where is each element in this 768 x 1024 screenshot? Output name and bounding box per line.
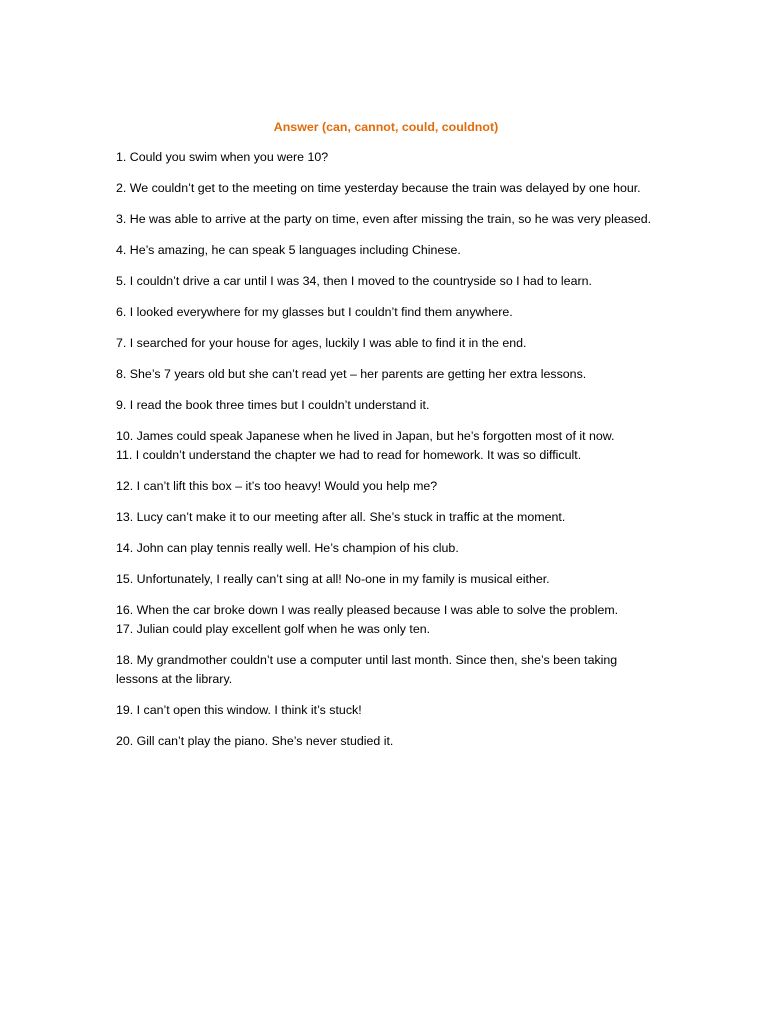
answer-item-8: 8. She’s 7 years old but she can’t read yet – her parents are getting her extra lessons.: [116, 367, 587, 381]
answer-item-19: 19. I can’t open this window. I think it’s stuck!: [116, 703, 362, 717]
answer-item-2: 2. We couldn’t get to the meeting on time yesterday because the train was delayed by one hour.: [116, 181, 641, 195]
answer-item-17: 17. Julian could play excellent golf when he was only ten.: [116, 622, 431, 636]
answer-item-20: 20. Gill can’t play the piano. She’s never studied it.: [116, 734, 394, 748]
document-page: [116, 118, 656, 763]
answer-item-3: 3. He was able to arrive at the party on time, even after missing the train, so he was very pleased.: [116, 212, 652, 226]
answer-item-1: 1. Could you swim when you were 10?: [116, 150, 329, 164]
answer-item-13: 13. Lucy can’t make it to our meeting after all. She’s stuck in traffic at the moment.: [116, 510, 566, 524]
answer-item-15: 15. Unfortunately, I really can’t sing at all! No-one in my family is musical either.: [116, 572, 550, 586]
answer-item-12: 12. I can’t lift this box – it’s too heavy! Would you help me?: [116, 479, 438, 493]
answer-item-5: 5. I couldn’t drive a car until I was 34, then I moved to the countryside so I had to learn.: [116, 274, 592, 288]
answer-item-18: 18. My grandmother couldn’t use a computer until last month. Since then, she’s been taking lessons at the library.: [116, 653, 618, 686]
answer-item-14: 14. John can play tennis really well. He’s champion of his club.: [116, 541, 459, 555]
answer-item-9: 9. I read the book three times but I couldn’t understand it.: [116, 398, 430, 412]
answer-item-10: 10. James could speak Japanese when he lived in Japan, but he’s forgotten most of it now.: [116, 429, 615, 443]
answer-item-4: 4. He’s amazing, he can speak 5 languages including Chinese.: [116, 243, 461, 257]
answer-item-16: 16. When the car broke down I was really pleased because I was able to solve the problem.: [116, 603, 619, 617]
document-title: Answer (can, cannot, could, couldnot): [273, 120, 499, 134]
answer-item-11: 11. I couldn’t understand the chapter we had to read for homework. It was so difficult.: [116, 448, 582, 462]
answer-item-6: 6. I looked everywhere for my glasses but I couldn’t find them anywhere.: [116, 305, 513, 319]
answer-item-7: 7. I searched for your house for ages, luckily I was able to find it in the end.: [116, 336, 527, 350]
